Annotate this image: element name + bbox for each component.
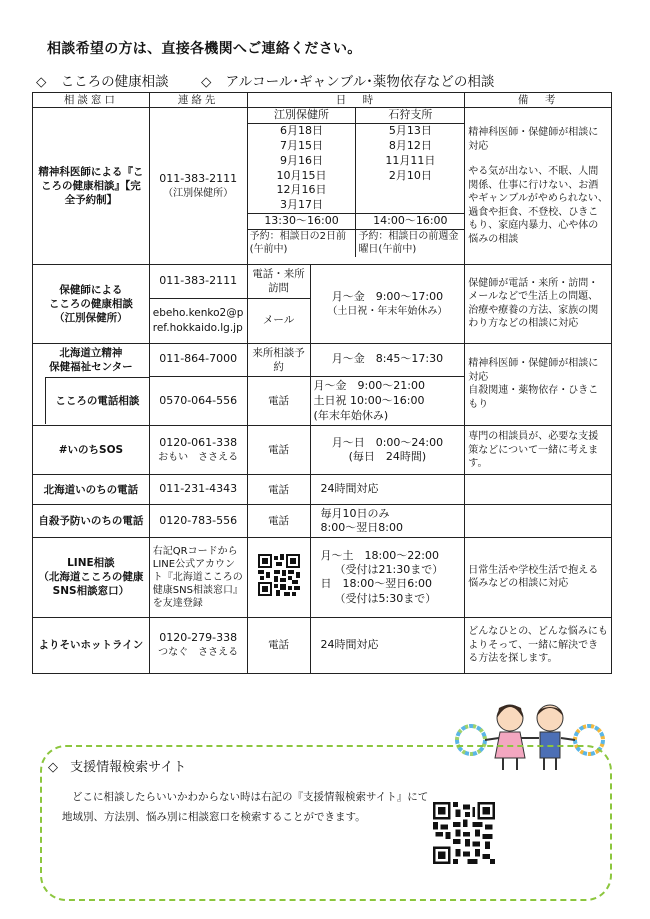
schedule-cell [247, 108, 465, 265]
hours: 24時間対応 [310, 475, 465, 505]
notes: 専門の相談員が、必要な支援策などについて一緒に考えます。 [465, 426, 612, 475]
notes: 精神科医師・保健師が相談に対応 やる気が出ない、不眠、人間関係、仕事に行けない、お酒やギャンブルがやめられない、過食や拒食、不登校、ひきこもり、家庭内暴力、心や体の悩みの相談 [465, 108, 612, 265]
window-name: 保健師による こころの健康相談 （江別保健所） [33, 265, 150, 343]
hours: 毎月10日のみ 8:00～翌日8:00 [310, 505, 465, 538]
window-name: 北海道いのちの電話 [33, 475, 150, 505]
phone-number[interactable]: 0570-064-556 [149, 376, 247, 426]
phone-number[interactable]: 011-383-2111 [149, 265, 247, 298]
method: 電話 [247, 475, 310, 505]
method: 電話・来所訪問 [247, 265, 310, 298]
ebetsu-time: 13:30～16:00 [248, 214, 356, 230]
table-row [33, 537, 612, 617]
notes: 精神科医師・保健師が相談に対応 自殺関連・薬物依存・ひきこもり [465, 343, 612, 426]
method: 来所相談予約 [247, 343, 310, 376]
table-row [33, 108, 612, 265]
search-qr-code-icon[interactable] [433, 802, 495, 868]
ebetsu-dates: 6月18日 7月15日 9月16日 10月15日 12月16日 3月17日 [248, 124, 356, 214]
heading-mental-health: こころの健康相談 [60, 74, 169, 90]
heading-addiction: アルコール･ギャンブル･薬物依存などの相談 [225, 74, 495, 90]
hours: 24時間対応 [310, 617, 465, 673]
method: 電話 [247, 376, 310, 426]
window-name-sub: こころの電話相談 [33, 376, 150, 426]
contact [149, 108, 247, 265]
notes: 日常生活や学校生活で抱える悩みなどの相談に対応 [465, 537, 612, 617]
phone-number[interactable]: 0120-279-338 [159, 631, 238, 645]
consultation-table [32, 92, 612, 674]
method: 電話 [247, 505, 310, 538]
header-notes: 備 考 [465, 93, 612, 108]
search-site-title: ◇ 支援情報検索サイト [48, 760, 187, 775]
contact [149, 426, 247, 475]
qr-code-icon[interactable] [258, 554, 300, 596]
intro-text: 相談希望の方は、直接各機関へご連絡ください。 [47, 41, 362, 57]
hours: 月～金 9:00～21:00 土日祝 10:00～16:00 (年末年始休み) [310, 376, 465, 426]
table-row [33, 265, 612, 298]
hours: 月～土 18:00～22:00 （受付は21:30まで） 日 18:00～翌日6:00 （受付は5:30まで） [310, 537, 465, 617]
col-header-ebetsu: 江別保健所 [248, 108, 356, 123]
ishikari-reserve: 予約：相談日の前週金曜日(午前中) [356, 229, 464, 257]
table-row [33, 475, 612, 505]
hours: 月～金 8:45～17:30 [310, 343, 465, 376]
header-contact: 連絡先 [149, 93, 247, 108]
table-row [33, 426, 612, 475]
phone-note: つなぐ ささえる [158, 647, 239, 659]
contact [149, 617, 247, 673]
contact-instructions: 右記QRコードからLINE公式アカウント『北海道こころの健康SNS相談窓口』を友達登録 [149, 537, 247, 617]
hours: 月～日 0:00～24:00 (毎日 24時間) [310, 426, 465, 475]
window-name: よりそいホットライン [33, 617, 150, 673]
table-row [33, 343, 612, 376]
phone-note: （江別保健所） [163, 187, 234, 199]
section-heading [36, 70, 504, 90]
col-header-ishikari: 石狩支所 [356, 108, 464, 123]
diamond-icon: ◇ [48, 760, 58, 775]
method: 電話 [247, 426, 310, 475]
ishikari-time: 14:00～16:00 [356, 214, 464, 230]
notes: 保健師が電話・来所・訪問・メールなどで生活上の問題、治療や療養の方法、家族の関わり方などの相談に対応 [465, 265, 612, 343]
method: 電話 [247, 617, 310, 673]
window-name: 精神科医師による『こころの健康相談』【完全予約制】 [33, 108, 150, 265]
schedule-table [248, 108, 465, 257]
phone-number[interactable]: 011-864-7000 [149, 343, 247, 376]
ebetsu-reserve: 予約：相談日の2日前(午前中) [248, 229, 356, 257]
table-row [33, 617, 612, 673]
diamond-icon: ◇ [200, 74, 212, 90]
phone-number[interactable]: 011-231-4343 [149, 475, 247, 505]
notes: どんなひとの、どんな悩みにもよりそって、一緒に解決できる方法を探します。 [465, 617, 612, 673]
hours: 月～金 9:00～17:00 （土日祝・年末年始休み） [310, 265, 465, 343]
table-header-row [33, 93, 612, 108]
line-qr-code[interactable] [247, 537, 310, 617]
phone-number[interactable]: 011-383-2111 [159, 172, 238, 185]
phone-note: おもい ささえる [158, 452, 239, 464]
email-address[interactable]: ebeho.kenko2@pref.hokkaido.lg.jp [149, 298, 247, 343]
search-site-description: どこに相談したらいいかわからない時は右記の『支援情報検索サイト』にて 地域別、方法別、悩み別に相談窓口を検索することができます。 [62, 791, 429, 823]
notes-empty [465, 505, 612, 538]
window-name: 自殺予防いのちの電話 [33, 505, 150, 538]
method: メール [247, 298, 310, 343]
window-name: 北海道立精神 保健福祉センター [33, 343, 150, 376]
header-datetime: 日 時 [247, 93, 465, 108]
ishikari-dates: 5月13日 8月12日 11月11日 2月10日 [356, 124, 464, 214]
window-name: LINE相談 （北海道こころの健康 SNS相談窓口） [33, 537, 150, 617]
phone-number[interactable]: 0120-783-556 [149, 505, 247, 538]
phone-number[interactable]: 0120-061-338 [159, 436, 238, 450]
table-row [33, 505, 612, 538]
notes-empty [465, 475, 612, 505]
header-window: 相談窓口 [33, 93, 150, 108]
diamond-icon: ◇ [36, 74, 47, 90]
window-name: #いのちSOS [33, 426, 150, 475]
